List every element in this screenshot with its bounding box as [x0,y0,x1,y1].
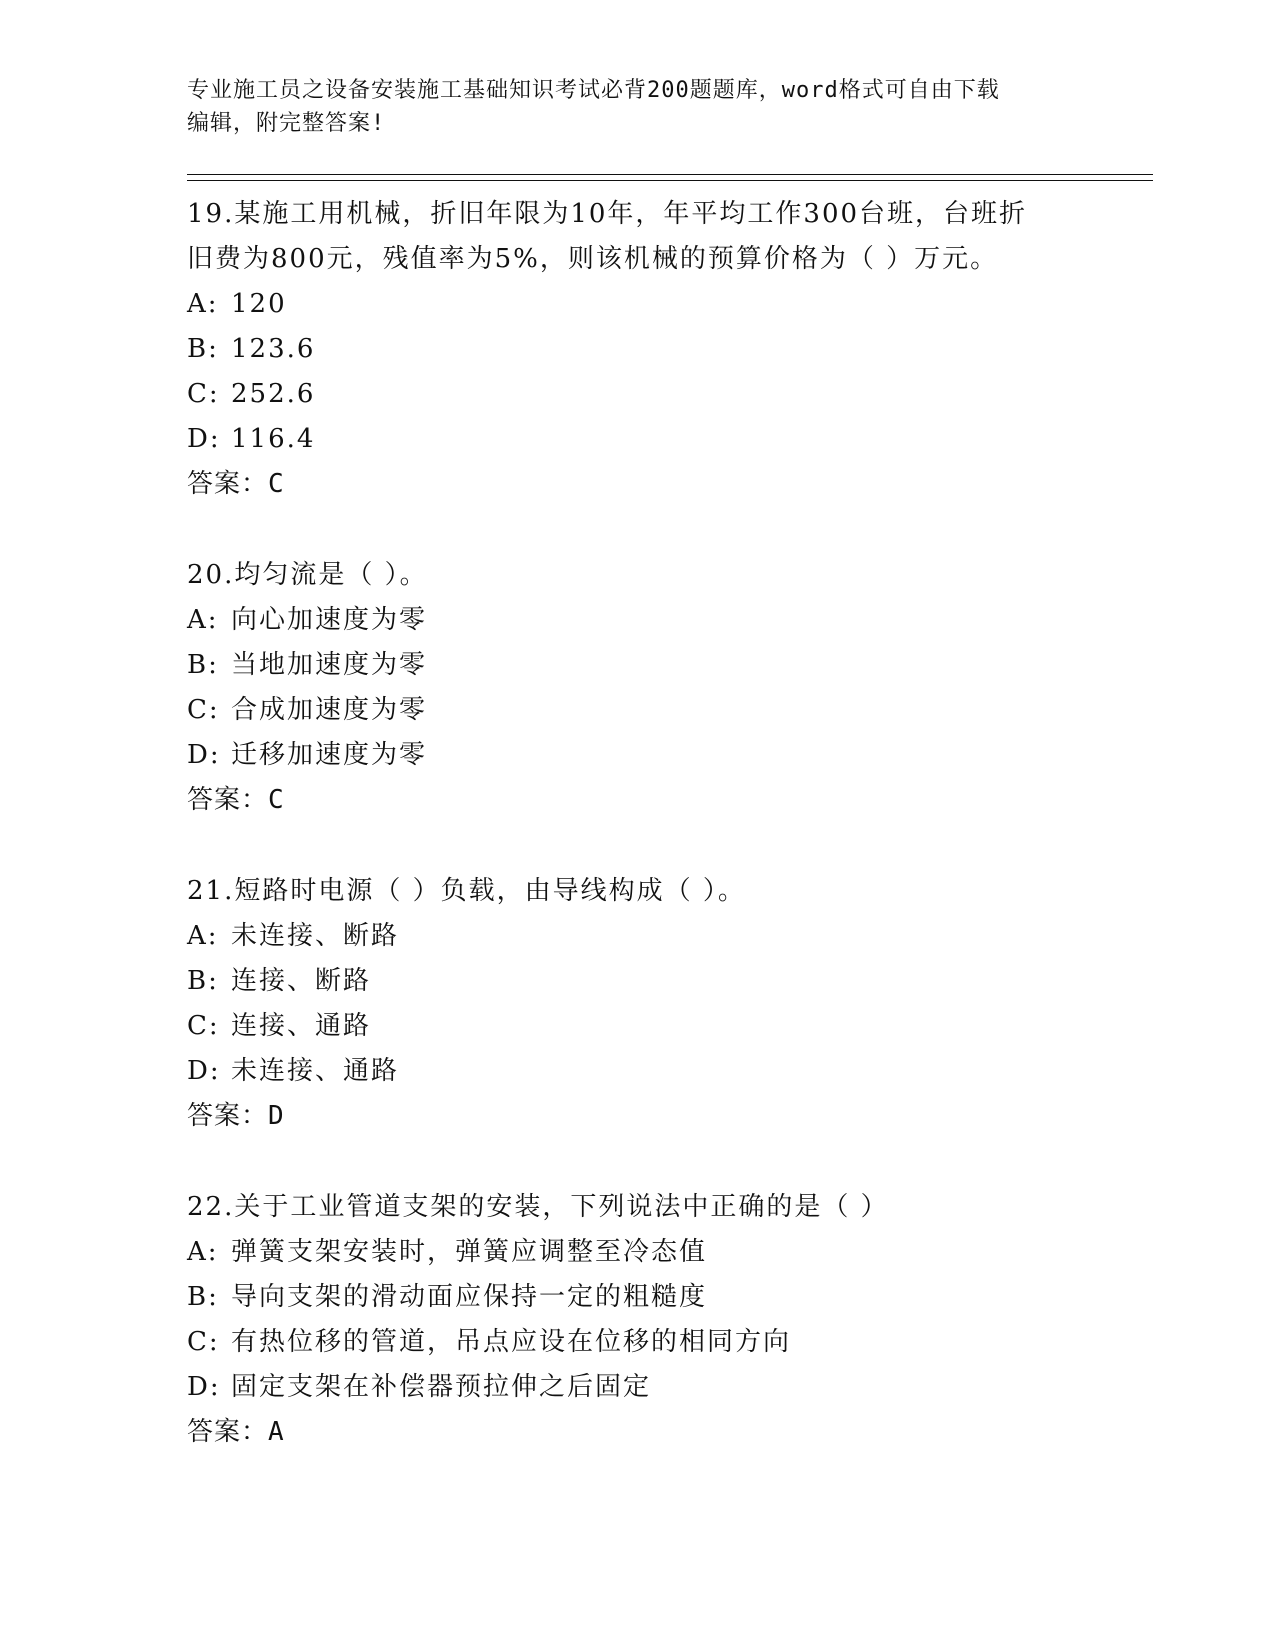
option-key: C: [187,1327,220,1357]
question-stem-line: 20.均匀流是（ ）。 [187,560,428,590]
option-a [187,914,1087,959]
header-title-line-1: 专业施工员之设备安装施工基础知识考试必背200题题库，word格式可自由下载 [187,78,1000,103]
option-d [187,1365,1087,1410]
option-text: 有热位移的管道，吊点应设在位移的相同方向 [231,1327,792,1357]
option-c [187,688,1087,733]
option-key: C: [187,1011,220,1041]
option-text: 弹簧支架安装时，弹簧应调整至冷态值 [231,1237,708,1267]
option-key: D: [187,1372,221,1402]
option-key: B: [187,650,219,680]
option-text: 迁移加速度为零 [231,740,428,770]
option-b [187,959,1087,1004]
option-text: 当地加速度为零 [231,650,428,680]
question-20 [187,553,1087,823]
option-text: 连接、通路 [231,1011,372,1041]
option-key: C: [187,379,220,409]
option-b [187,1275,1087,1320]
question-stem-line: 19.某施工用机械，折旧年限为10年，年平均工作300台班，台班折 [187,199,1028,229]
option-a [187,598,1087,643]
option-b [187,327,1087,372]
option-text: 导向支架的滑动面应保持一定的粗糙度 [231,1282,708,1312]
question-22 [187,1185,1087,1455]
question-stem-line: 22.关于工业管道支架的安装，下列说法中正确的是（ ） [187,1192,889,1222]
option-key: A: [187,289,219,319]
option-key: C: [187,695,220,725]
option-d [187,417,1087,462]
option-c [187,1004,1087,1049]
header-divider-top [187,174,1153,175]
option-key: A: [187,1237,219,1267]
option-text: 连接、断路 [231,966,372,996]
option-text: 未连接、断路 [231,921,400,951]
option-text: 123.6 [231,334,316,364]
option-key: B: [187,334,219,364]
question-stem-line: 21.短路时电源（ ）负载，由导线构成（ ）。 [187,876,746,906]
option-key: A: [187,605,219,635]
document-header [187,74,1087,140]
answer-line: 答案：D [187,1101,285,1131]
option-d [187,733,1087,778]
option-key: A: [187,921,219,951]
option-text: 合成加速度为零 [231,695,428,725]
option-key: B: [187,966,219,996]
option-b [187,643,1087,688]
option-text: 未连接、通路 [231,1056,400,1086]
option-key: B: [187,1282,219,1312]
question-stem-line: 旧费为800元，残值率为5%，则该机械的预算价格为（ ）万元。 [187,244,999,274]
header-title-line-2: 编辑，附完整答案! [187,111,386,136]
question-19 [187,192,1087,507]
option-a [187,282,1087,327]
question-list [187,192,1087,1501]
question-21 [187,869,1087,1139]
header-divider-bottom [187,180,1153,181]
option-text: 252.6 [231,379,316,409]
option-text: 120 [231,289,287,319]
option-c [187,1320,1087,1365]
option-key: D: [187,740,221,770]
option-c [187,372,1087,417]
answer-line: 答案：C [187,785,285,815]
answer-line: 答案：A [187,1417,285,1447]
option-d [187,1049,1087,1094]
answer-line: 答案：C [187,469,285,499]
option-text: 116.4 [231,424,316,454]
option-key: D: [187,424,221,454]
option-key: D: [187,1056,221,1086]
option-text: 固定支架在补偿器预拉伸之后固定 [231,1372,652,1402]
option-text: 向心加速度为零 [231,605,428,635]
option-a [187,1230,1087,1275]
